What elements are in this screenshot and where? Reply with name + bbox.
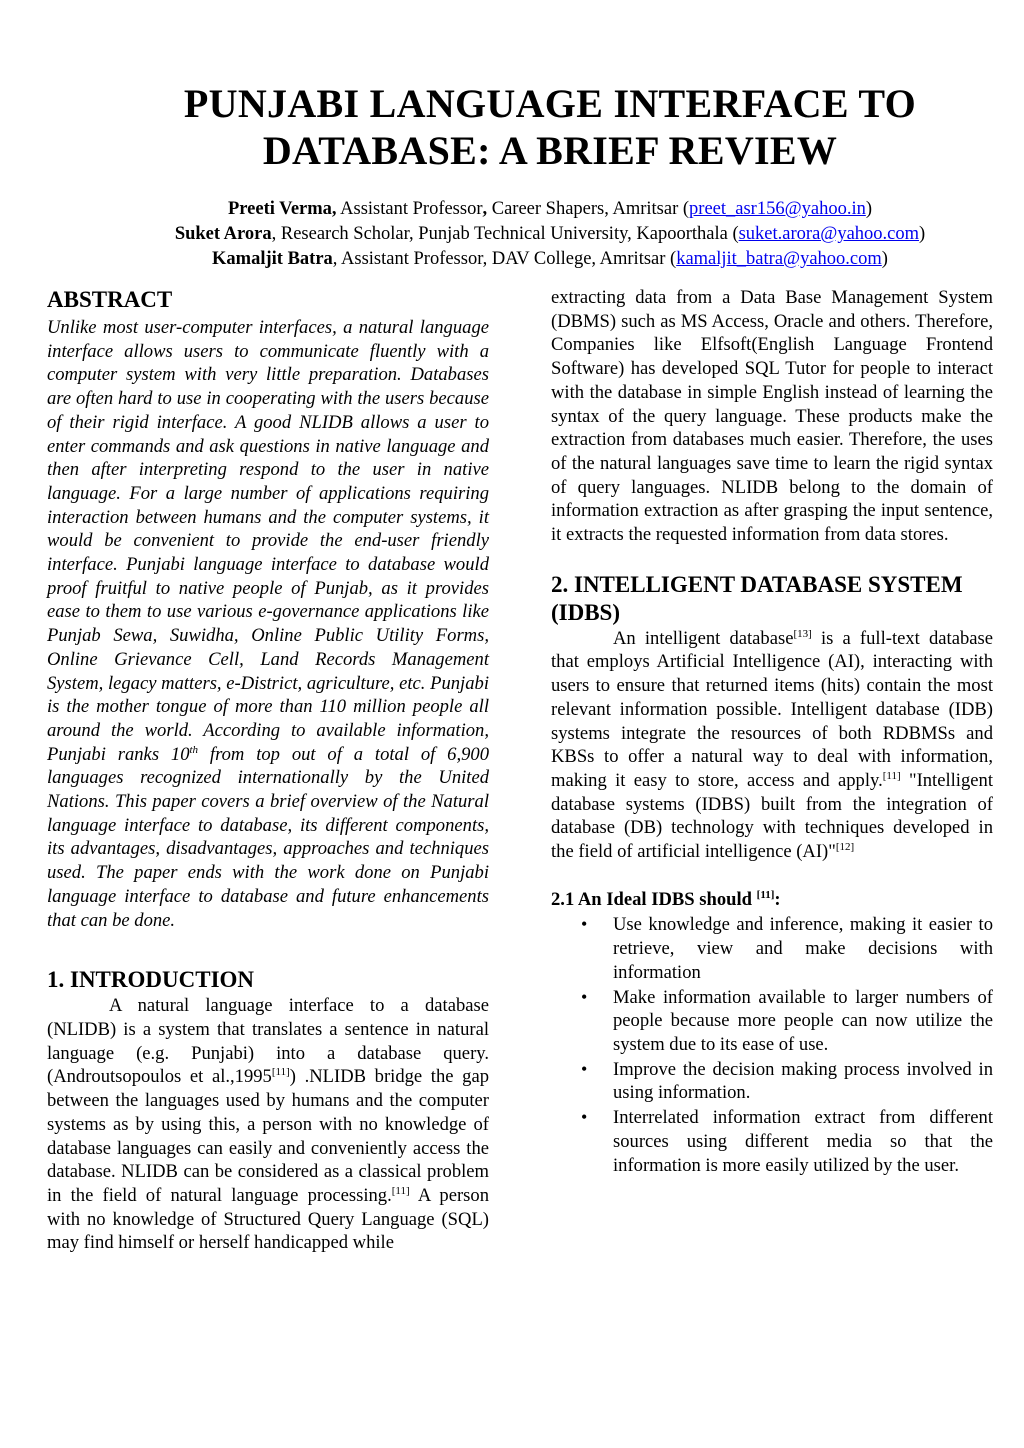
ideal-idbs-list <box>551 913 993 1177</box>
intro-text-a: A natural language interface to a database (NLIDB) is a system that translates a sentence in natural language (e.g. Punjabi) into a database query. (Androutsopoulos et al.,1995 <box>47 995 489 1088</box>
left-column <box>47 286 489 1255</box>
author-name: Kamaljit Batra <box>212 249 333 269</box>
ideal-heading-text: 2.1 An Ideal IDBS should <box>551 888 757 910</box>
author-list <box>60 197 1024 272</box>
idbs-heading: 2. INTELLIGENT DATABASE SYSTEM (IDBS) <box>551 571 963 625</box>
citation-ref: [11] <box>756 888 775 901</box>
intro-text-b: ) .NLIDB bridge the gap between the languages used by humans and the computer systems as by using this, a person with no knowledge of database languages can easily and conveniently access the database. NLIDB can be considered as a classical problem in the field of natural language processing. <box>47 1066 489 1206</box>
paper-title-line2: DATABASE: A BRIEF REVIEW <box>262 128 838 173</box>
author-separator: , <box>482 199 488 219</box>
author-line <box>60 222 1024 247</box>
author-role: Assistant Professor <box>336 199 483 219</box>
right-column <box>551 286 993 1178</box>
abstract-heading: ABSTRACT <box>47 287 173 312</box>
abstract-body <box>47 316 489 932</box>
author-name: Preeti Verma, <box>227 199 337 219</box>
paper-title-line1: PUNJABI LANGUAGE INTERFACE TO <box>183 81 917 126</box>
citation-ref: [11] <box>271 1066 290 1079</box>
author-email-link[interactable]: preet_asr156@yahoo.in <box>689 199 866 219</box>
author-line <box>60 247 1024 272</box>
author-role: , Assistant Professor, DAV College, Amritsar ( <box>332 249 677 269</box>
list-item: • Make information available to larger numbers of people because more people can now utilize the system due to its ease of use. <box>551 986 993 1057</box>
author-email-link[interactable]: kamaljit_batra@yahoo.com <box>676 249 882 269</box>
list-item: • Interrelated information extract from different sources using different media so that the information is more easily utilized by the user. <box>551 1106 993 1177</box>
author-role: , Research Scholar, Punjab Technical University, Kapoorthala ( <box>271 224 739 244</box>
intro-text-c: A person with no knowledge of Structured Query Language (SQL) may find himself or herself handicapped while <box>47 1184 489 1254</box>
author-close: ) <box>865 199 873 219</box>
author-close: ) <box>919 224 926 244</box>
abstract-text-b: from top out of a total of 6,900 languages recognized internationally by the United Nations. This paper covers a brief overview of the Natural language interface to database, its different components, its advantages, disadvantages, approaches and techniques used. The paper ends with the work done on Punjabi language interface to database and future enhancements that can be done. <box>47 743 489 931</box>
citation-ref: [13] <box>793 627 812 640</box>
citation-ref: [12] <box>835 840 855 853</box>
idbs-text-a: An intelligent database <box>613 627 794 649</box>
author-line <box>60 197 1024 222</box>
citation-ref: [11] <box>391 1184 410 1197</box>
author-close: ) <box>881 249 888 269</box>
citation-ref: [11] <box>882 769 901 782</box>
author-name: Suket Arora <box>174 224 272 244</box>
idbs-text-c: "Intelligent database systems (IDBS) built from the integration of database (DB) technology with techniques developed in the field of artificial intelligence (AI)" <box>551 769 993 863</box>
list-item: • Use knowledge and inference, making it easier to retrieve, view and make decisions with information <box>551 913 993 984</box>
abstract-text-a: Unlike most user-computer interfaces, a natural language interface allows users to communicate fluently with a computer system with very little preparation. Databases are often hard to use in cooperating with the users because of their rigid interface. A good NLIDB allows a user to enter commands and ask questions in native language and then after interpreting respond to the user in native language. For a large number of applications requiring interaction between humans and the computer systems, it would be convenient to provide the end-user friendly interface. Punjabi language interface to database would proof fruitful to native people of Punjab, as it provides ease to them to use various e-governance applications like Punjab Sewa, Suwidha, Online Public Utility Forms, Online Grievance Cell, Land Records Management System, legacy matters, e-District, agriculture, etc. Punjabi is the mother tongue of more than 110 million people all around the world. According to available information, Punjabi ranks 10 <box>47 317 489 765</box>
paper-title <box>100 80 1000 174</box>
ideal-idbs-heading <box>551 888 993 912</box>
idbs-body <box>551 627 993 864</box>
author-affiliation: Career Shapers, Amritsar ( <box>487 199 690 219</box>
idbs-text-b: is a full-text database that employs Artificial Intelligence (AI), interacting with users to ensure that returned items (hits) contain the most relevant information possible. Intelligent database (IDB) systems integrate the resources of both RDBMSs and KBSs to offer a natural way to deal with information, making it easy to store, access and apply. <box>551 627 993 791</box>
list-item: • Improve the decision making process involved in using information. <box>551 1058 993 1105</box>
ideal-heading-colon: : <box>774 888 781 910</box>
author-email-link[interactable]: suket.arora@yahoo.com <box>738 224 920 244</box>
intro-heading: 1. INTRODUCTION <box>47 967 255 993</box>
intro-continuation: extracting data from a Data Base Management System (DBMS) such as MS Access, Oracle and others. Therefore, Companies like Elfsoft(English Language Frontend Software) has developed SQL Tutor for people to interact with the database in simple English instead of learning the syntax of the query language. These products make the extraction from databases much easier. Therefore, the uses of the natural languages save time to learn the rigid syntax of query languages. NLIDB belong to the domain of information extraction as after grasping the input sentence, it extracts the requested information from data stores. <box>551 287 993 546</box>
intro-body <box>47 994 489 1255</box>
abstract-superscript: th <box>189 743 199 756</box>
